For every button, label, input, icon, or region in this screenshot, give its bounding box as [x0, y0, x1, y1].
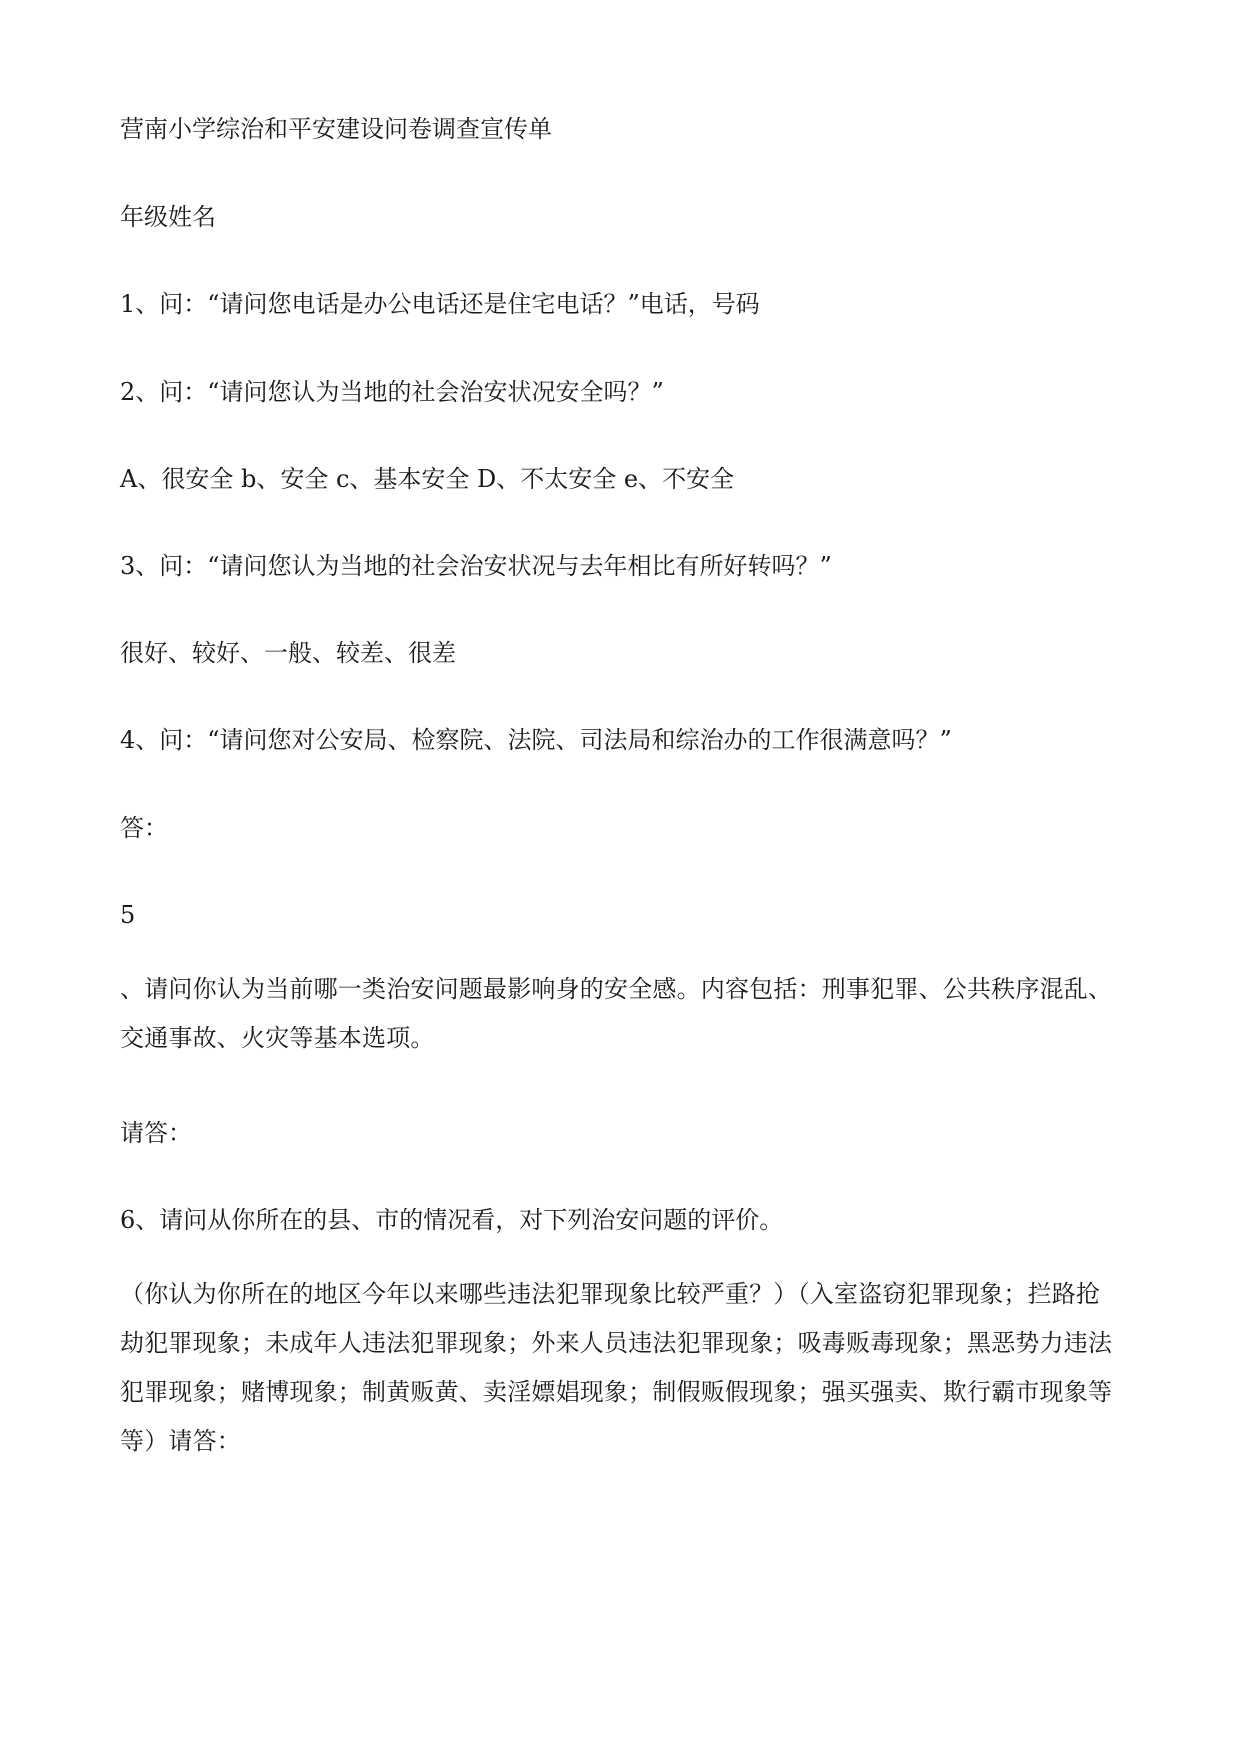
- question-4: 4、问：“请问您对公安局、检察院、法院、司法局和综治办的工作很满意吗？”: [120, 726, 952, 754]
- question-5-text: 、请问你认为当前哪一类治安问题最影响身的安全感。内容包括：刑事犯罪、公共秩序混乱、交通事故、火灾等基本选项。: [120, 975, 1113, 1052]
- question-6: 6、请问从你所在的县、市的情况看，对下列治安问题的评价。: [120, 1206, 784, 1234]
- question-5-answer: 请答：: [120, 1119, 192, 1147]
- grade-name-line: 年级姓名: [120, 203, 216, 231]
- question-2: 2、问：“请问您认为当地的社会治安状况安全吗？”: [120, 378, 664, 406]
- question-4-answer: 答：: [120, 814, 168, 842]
- question-2-options: A、很安全 b、安全 c、基本安全 D、不太安全 e、不安全: [120, 465, 735, 493]
- question-3: 3、问：“请问您认为当地的社会治安状况与去年相比有所好转吗？”: [120, 552, 832, 580]
- question-3-options: 很好、较好、一般、较差、很差: [120, 639, 456, 667]
- document-title: 营南小学综治和平安建设问卷调查宣传单: [120, 115, 552, 143]
- question-1: 1、问：“请问您电话是办公电话还是住宅电话？”电话，号码: [120, 290, 760, 318]
- question-5-number: 5: [120, 901, 136, 929]
- question-6-detail: （你认为你所在的地区今年以来哪些违法犯罪现象比较严重？）（入室盗窃犯罪现象；拦路抢劫犯罪现象；未成年人违法犯罪现象；外来人员违法犯罪现象；吸毒贩毒现象；黑恶势力违法犯罪现象；赌博现象；制黄贩黄、卖淫嫖娼现象；制假贩假现象；强买强卖、欺行霸市现象等等）请答：: [120, 1280, 1113, 1455]
